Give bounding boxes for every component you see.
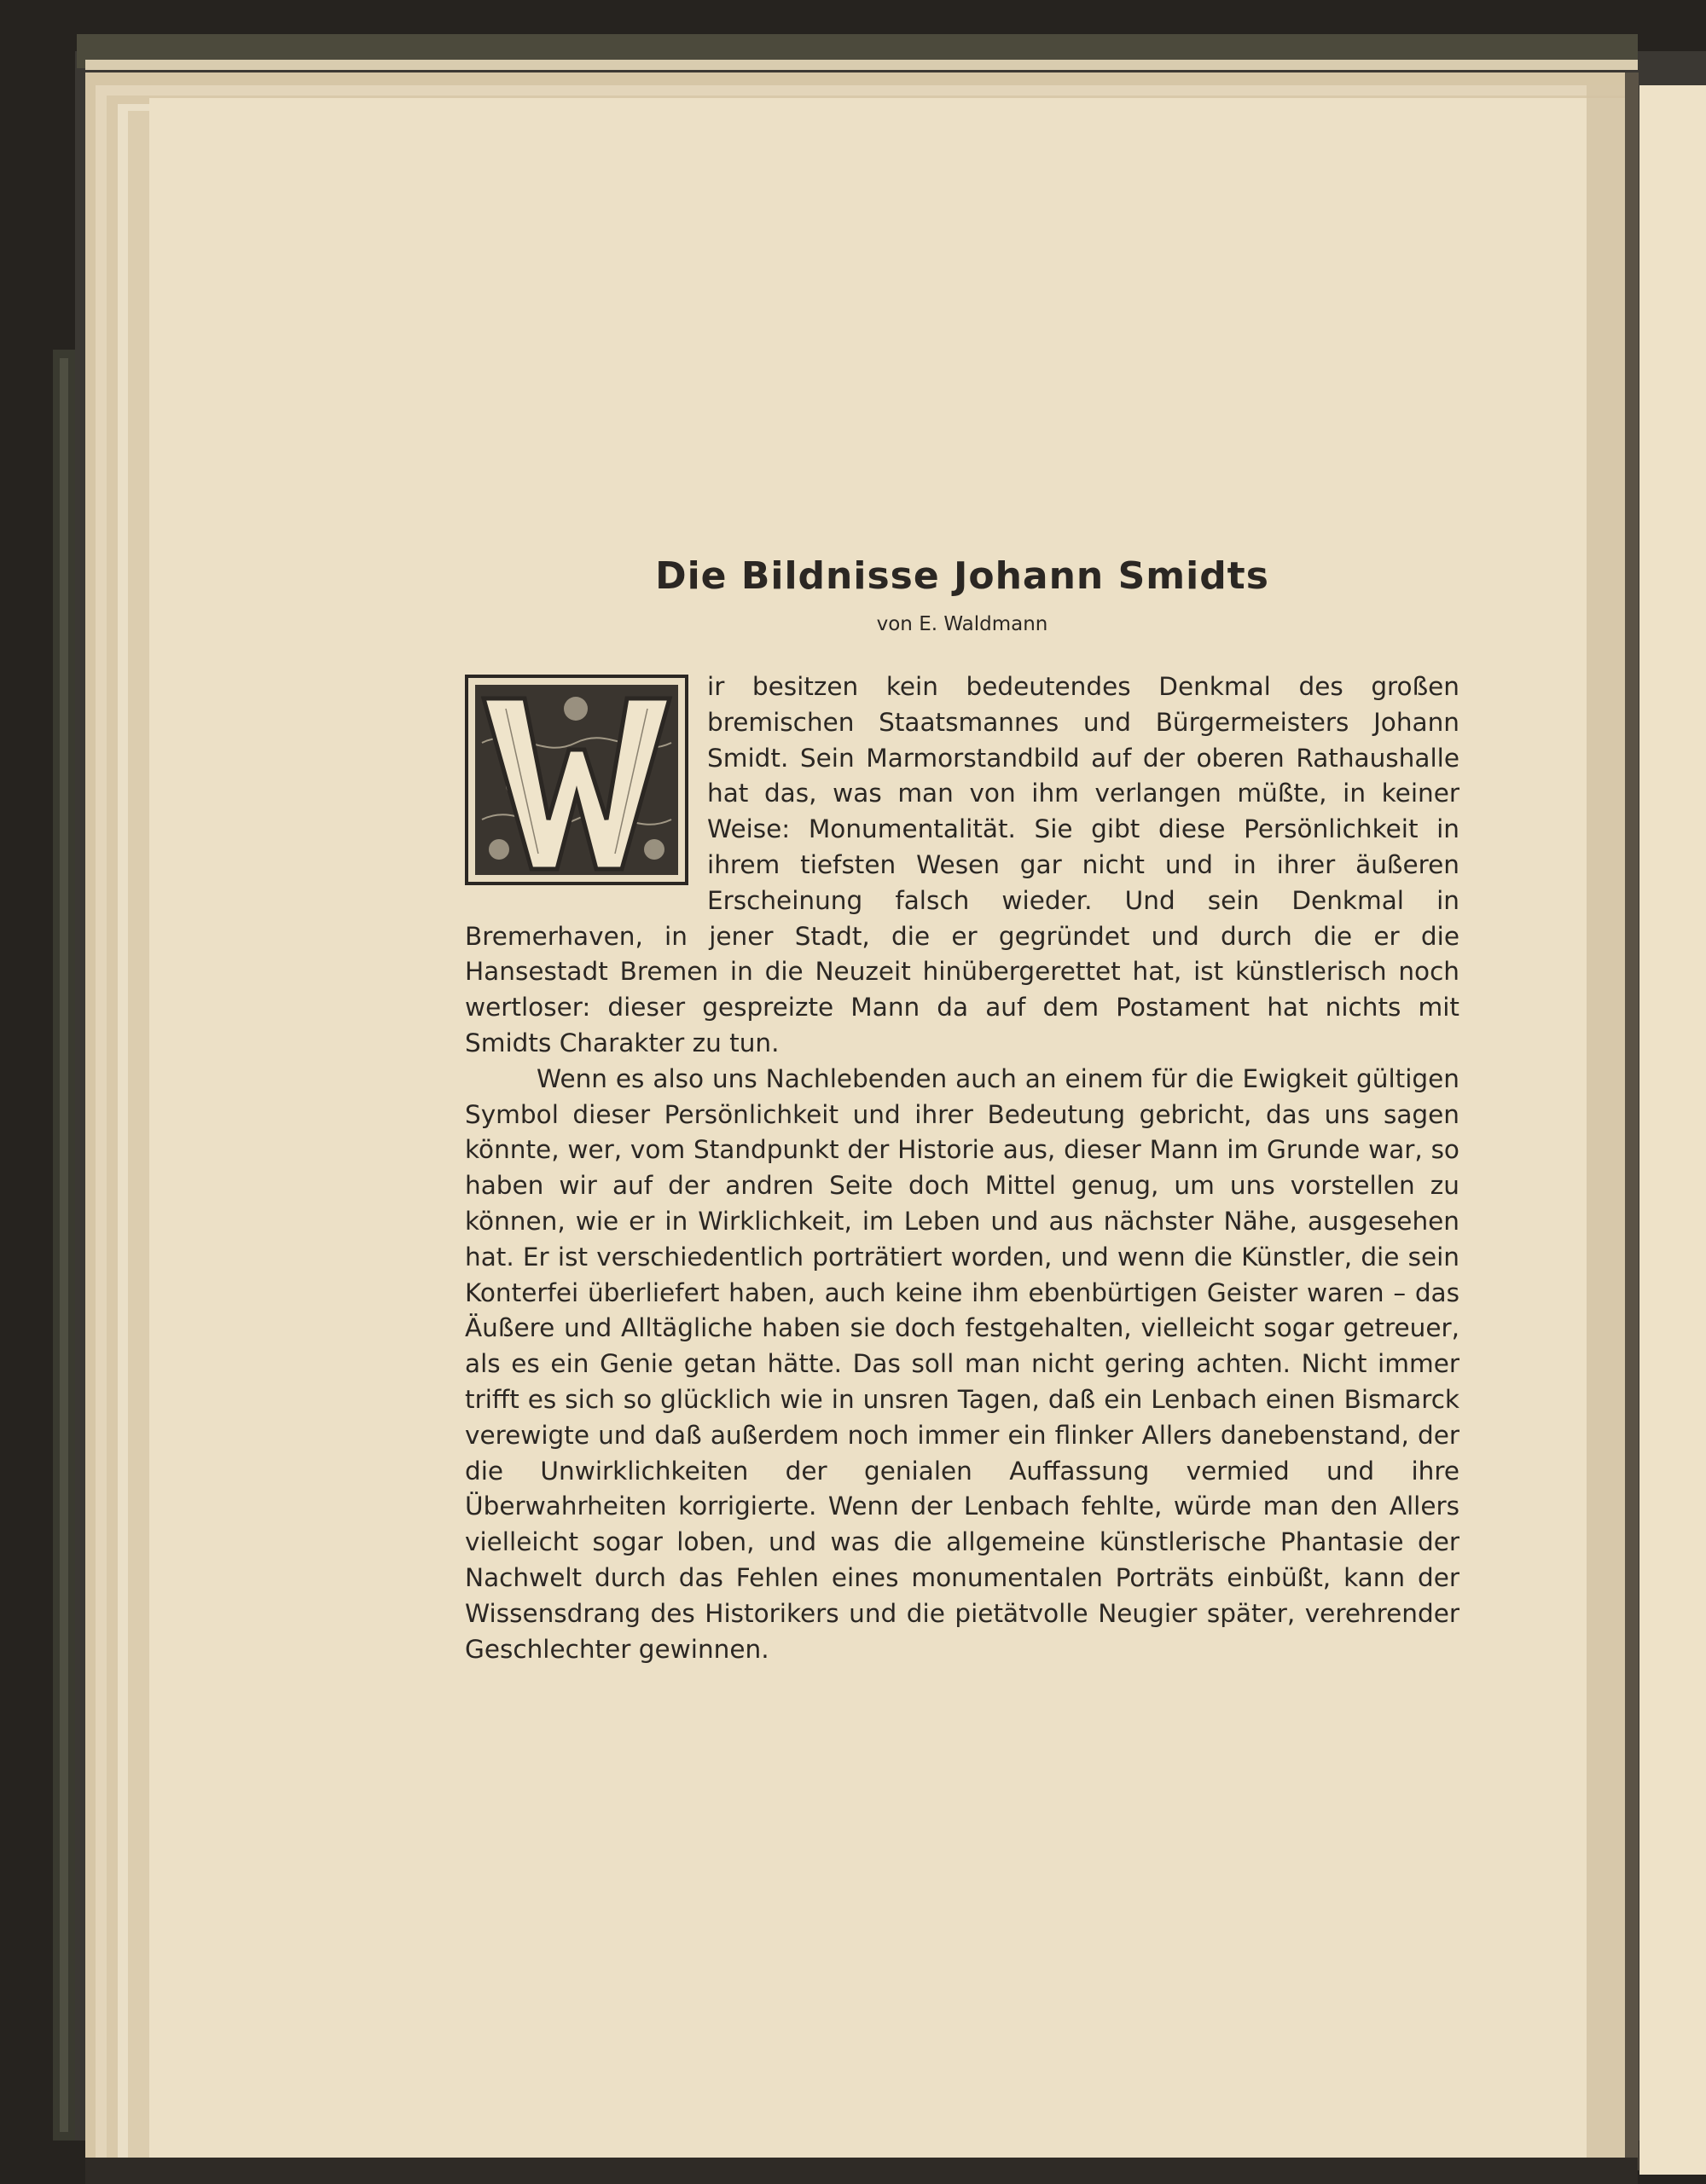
article-title: Die Bildnisse Johann Smidts	[655, 554, 1269, 598]
article-body	[465, 669, 1459, 1667]
article-byline: von E. Waldmann	[876, 613, 1048, 635]
article	[465, 554, 1459, 1667]
decorated-initial-w	[465, 675, 688, 885]
paragraph-2: Wenn es also uns Nachlebenden auch an einem für die Ewigkeit gültigen Symbol dieser Persönlichkeit und ihrer Bedeutung gebricht, das uns sagen könnte, wer, vom Standpunkt der Historie aus, dieser Mann im Grunde war, so haben wir auf der andren Seite doch Mittel genug, um uns vorstellen zu können, wie er in Wirklichkeit, im Leben und aus nächster Nähe, ausgesehen hat. Er ist verschiedentlich porträtiert worden, und wenn die Künstler, die sein Konterfei überliefert haben, auch keine ihm ebenbürtigen Geister waren – das Äußere und Alltägliche haben sie doch festgehalten, vielleicht sogar getreuer, als es ein Genie getan hätte. Das soll man nicht gering achten. Nicht immer trifft es sich so glücklich wie in unsren Tagen, daß ein Lenbach einen Bismarck verewigte und daß außerdem noch immer ein flinker Allers danebenstand, der die Unwirklichkeiten der genialen Auffassung vermied und ihre Überwahrheiten korrigierte. Wenn der Lenbach fehlte, würde man den Allers vielleicht sogar loben, und was die allgemeine künstlerische Phantasie der Nachwelt durch das Fehlen eines monumentalen Porträts einbüßt, kann der Wissensdrang des Historikers und die pietätvolle Neugier später, verehrender Geschlechter gewinnen.	[465, 1063, 1459, 1664]
facing-page	[1639, 85, 1706, 2175]
paragraph-1-text: ir besitzen kein bedeutendes Denkmal des großen bremischen Staatsmannes und Bürgermeisters Johann Smidt. Sein Marmorstandbild auf der oberen Rathaushalle hat das, was man von ihm verlangen müßte, in keiner Weise: Monumentalität. Sie gibt diese Persönlichkeit in ihrem tiefsten Wesen gar nicht und in ihrer äußeren Erscheinung falsch wieder. Und sein Denkmal in Bremerhaven, in jener Stadt, die er gegründet und durch die er die Hansestadt Bremen in die Neuzeit hinübergerettet hat, ist künstlerisch noch wertloser: dieser gespreizte Mann da auf dem Postament hat nichts mit Smidts Charakter zu tun.	[465, 672, 1459, 1057]
paragraph-1	[465, 669, 1459, 1062]
